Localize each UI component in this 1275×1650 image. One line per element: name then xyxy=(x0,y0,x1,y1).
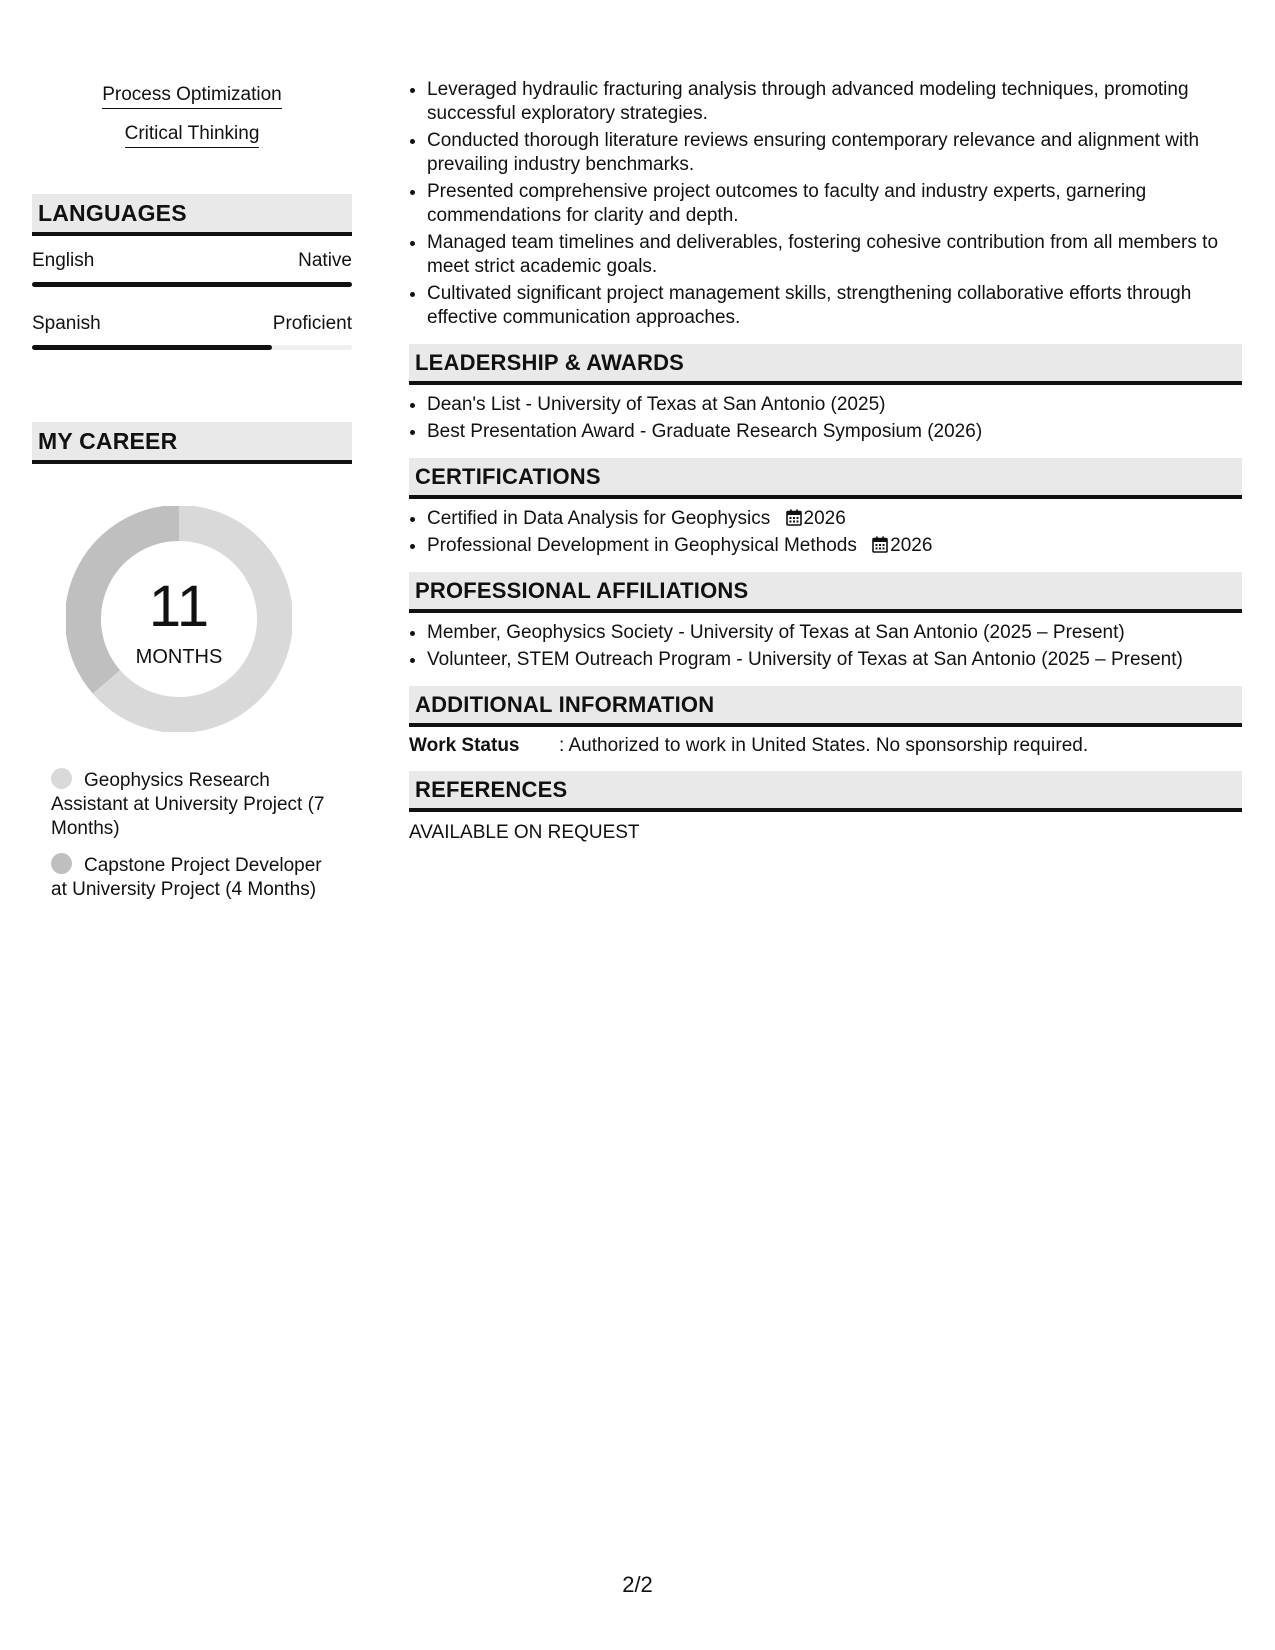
skill-item xyxy=(32,84,352,109)
experience-bullet-list xyxy=(409,78,1242,330)
leadership-item: • Dean's List - University of Texas at San Antonio (2025) xyxy=(427,393,1242,417)
legend-item xyxy=(51,853,341,902)
legend-label: Capstone Project Developer at University Project (4 Months) xyxy=(51,855,322,900)
languages-heading: LANGUAGES xyxy=(32,194,352,236)
language-bar xyxy=(32,282,352,287)
career-total-value: 11 xyxy=(148,574,210,639)
affiliation-item: • Volunteer, STEM Outreach Program - University of Texas at San Antonio (2025 – Present) xyxy=(427,648,1242,672)
legend-dot xyxy=(51,853,72,874)
language-bar-fill xyxy=(32,282,352,287)
affiliations-heading: PROFESSIONAL AFFILIATIONS xyxy=(409,572,1242,613)
language-bar-fill xyxy=(32,345,272,350)
leadership-list xyxy=(409,393,1242,444)
affiliation-item: • Member, Geophysics Society - University of Texas at San Antonio (2025 – Present) xyxy=(427,621,1242,645)
career-donut-chart xyxy=(66,506,292,732)
calendar-icon xyxy=(786,509,802,526)
work-status-label: Work Status xyxy=(409,735,520,756)
language-bar xyxy=(32,345,352,350)
skill-item xyxy=(32,123,352,148)
references-text: AVAILABLE ON REQUEST xyxy=(409,822,640,843)
language-level: Proficient xyxy=(272,313,352,334)
experience-bullet: • Leveraged hydraulic fracturing analysis through advanced modeling techniques, promoting successful exploratory strategies. xyxy=(427,78,1242,126)
certification-item xyxy=(427,507,1242,531)
skill-label: Critical Thinking xyxy=(125,123,260,148)
career-heading: MY CAREER xyxy=(32,422,352,464)
certification-name: Professional Development in Geophysical Methods xyxy=(427,535,857,556)
affiliations-list xyxy=(409,621,1242,672)
language-item xyxy=(32,313,352,350)
certifications-list xyxy=(409,507,1242,558)
experience-bullet: • Managed team timelines and deliverables, fostering cohesive contribution from all members to meet strict academic goals. xyxy=(427,231,1242,279)
experience-bullet: • Cultivated significant project management skills, strengthening collaborative efforts through effective communication approaches. xyxy=(427,282,1242,330)
certification-item xyxy=(427,534,1242,558)
references-heading: REFERENCES xyxy=(409,771,1242,812)
career-total-unit: MONTHS xyxy=(135,646,223,668)
legend-item xyxy=(51,768,341,841)
calendar-icon xyxy=(872,536,888,553)
career-legend xyxy=(51,768,341,902)
page-number: 2/2 xyxy=(622,1572,653,1597)
legend-label: Geophysics Research Assistant at University Project (7 Months) xyxy=(51,770,325,839)
language-level: Native xyxy=(298,250,352,271)
work-status-row xyxy=(409,735,1242,757)
experience-bullet: • Presented comprehensive project outcomes to faculty and industry experts, garnering commendations for clarity and depth. xyxy=(427,180,1242,228)
language-name: English xyxy=(32,250,95,271)
left-column xyxy=(32,84,352,914)
work-status-value: : Authorized to work in United States. No sponsorship required. xyxy=(559,735,1089,756)
leadership-heading: LEADERSHIP & AWARDS xyxy=(409,344,1242,385)
certification-year: 2026 xyxy=(890,535,933,556)
right-column xyxy=(409,78,1242,844)
legend-dot xyxy=(51,768,72,789)
experience-bullet: • Conducted thorough literature reviews ensuring contemporary relevance and alignment with prevailing industry benchmarks. xyxy=(427,129,1242,177)
certification-year: 2026 xyxy=(803,508,846,529)
leadership-item: • Best Presentation Award - Graduate Research Symposium (2026) xyxy=(427,420,1242,444)
language-item xyxy=(32,250,352,287)
language-name: Spanish xyxy=(32,313,101,334)
additional-info-heading: ADDITIONAL INFORMATION xyxy=(409,686,1242,727)
certifications-heading: CERTIFICATIONS xyxy=(409,458,1242,499)
certification-name: Certified in Data Analysis for Geophysics xyxy=(427,508,771,529)
skill-label: Process Optimization xyxy=(102,84,282,109)
